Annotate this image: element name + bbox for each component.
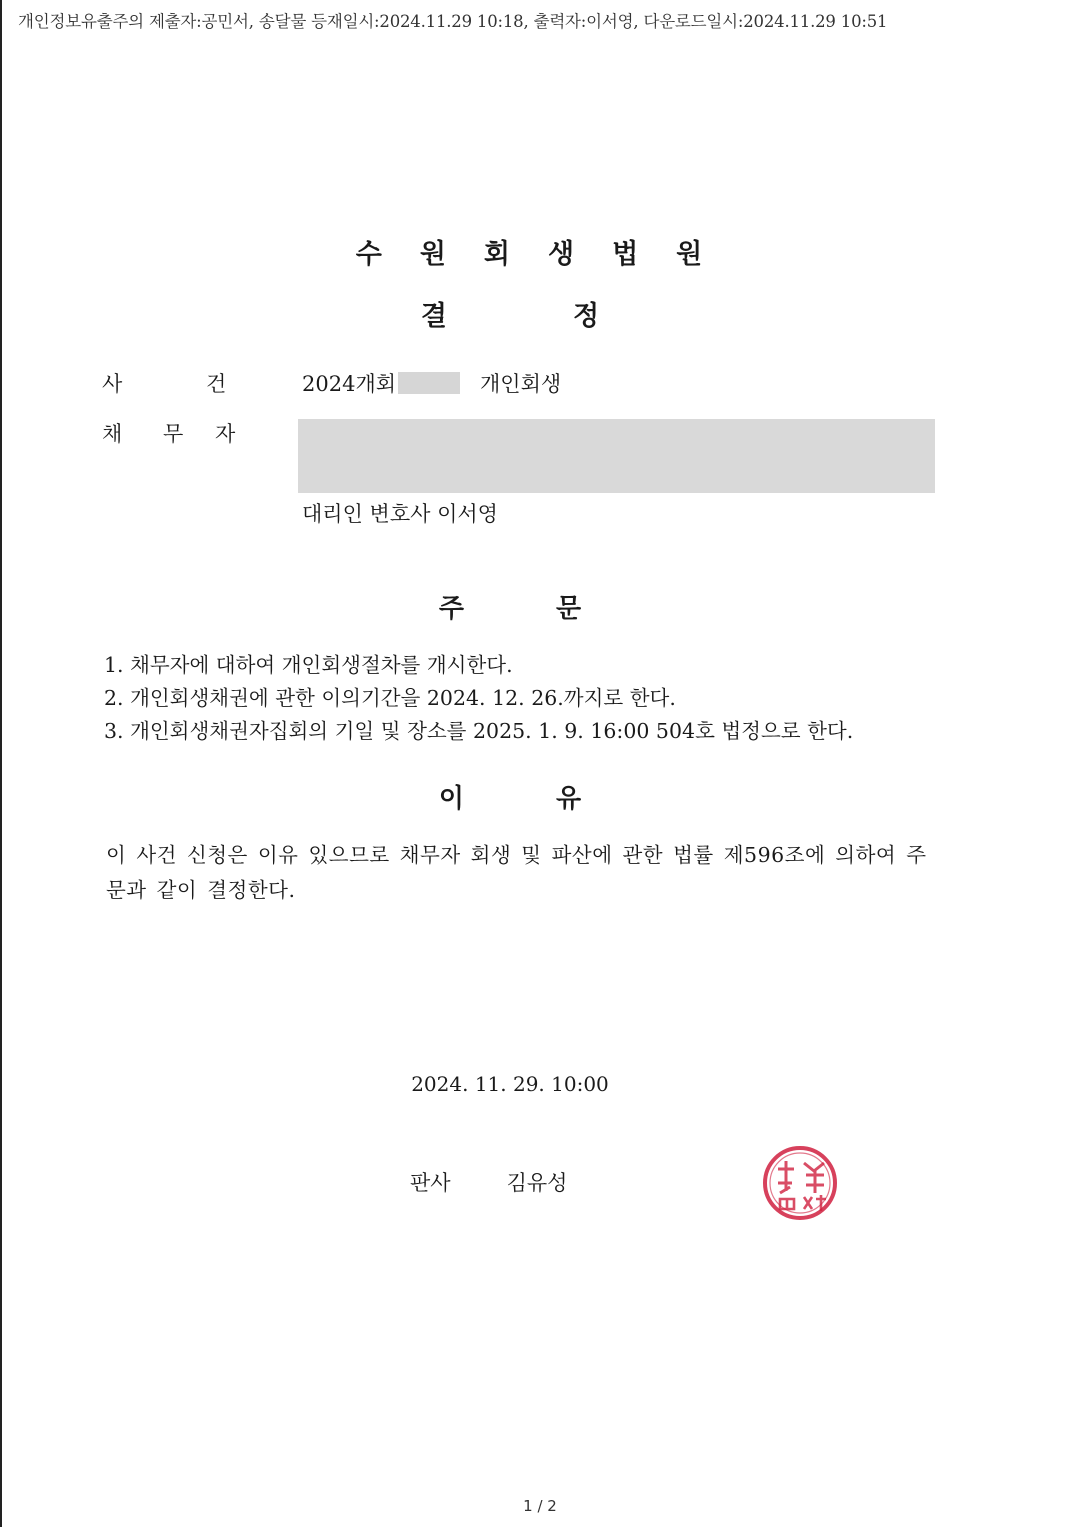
debtor-label-char: 자 — [215, 422, 236, 446]
case-number-prefix: 2024개회 — [302, 372, 397, 396]
judge-seal-icon — [760, 1143, 840, 1223]
order-item: 2. 개인회생채권에 관한 이의기간을 2024. 12. 26.까지로 한다. — [104, 686, 676, 710]
debtor-label — [102, 418, 235, 448]
print-header: 개인정보유출주의 제출자:공민서, 송달물 등재일시:2024.11.29 10:18, 출력자:이서영, 다운로드일시:2024.11.29 10:51 — [18, 12, 888, 31]
redaction-box — [398, 372, 460, 394]
judge-title: 판사 — [410, 1171, 451, 1195]
page-number: 1 / 2 — [523, 1497, 557, 1515]
document-type — [0, 294, 1020, 333]
case-type: 개인회생 — [480, 372, 562, 396]
judge-signature-line — [410, 1167, 567, 1197]
case-number — [302, 368, 561, 398]
reason-heading-char: 이 — [438, 784, 464, 814]
case-label-char: 사 — [102, 372, 123, 396]
debtor-label-char: 무 — [163, 422, 184, 446]
reason-heading — [0, 778, 1020, 815]
order-heading — [0, 588, 1020, 625]
order-item: 1. 채무자에 대하여 개인회생절차를 개시한다. — [104, 653, 513, 677]
judge-name: 김유성 — [506, 1171, 568, 1195]
decision-date: 2024. 11. 29. 10:00 — [411, 1072, 609, 1096]
court-name: 수원회생법원 — [355, 239, 741, 270]
case-label — [102, 368, 226, 398]
order-heading-char: 문 — [556, 594, 582, 624]
order-list — [104, 650, 853, 749]
attorney-line: 대리인 변호사 이서영 — [302, 502, 498, 526]
reason-heading-char: 유 — [556, 784, 582, 814]
reason-text: 이 사건 신청은 이유 있으므로 채무자 회생 및 파산에 관한 법률 제596조에 의하여 주문과 같이 결정한다. — [106, 843, 927, 902]
debtor-label-char: 채 — [102, 422, 123, 446]
order-item: 3. 개인회생채권자집회의 기일 및 장소를 2025. 1. 9. 16:00 504호 법정으로 한다. — [104, 719, 854, 743]
case-label-char: 건 — [206, 372, 227, 396]
order-heading-char: 주 — [438, 594, 464, 624]
document-type-char: 결 — [420, 301, 447, 332]
debtor-redaction-box — [298, 419, 935, 493]
document-type-char: 정 — [573, 301, 600, 332]
